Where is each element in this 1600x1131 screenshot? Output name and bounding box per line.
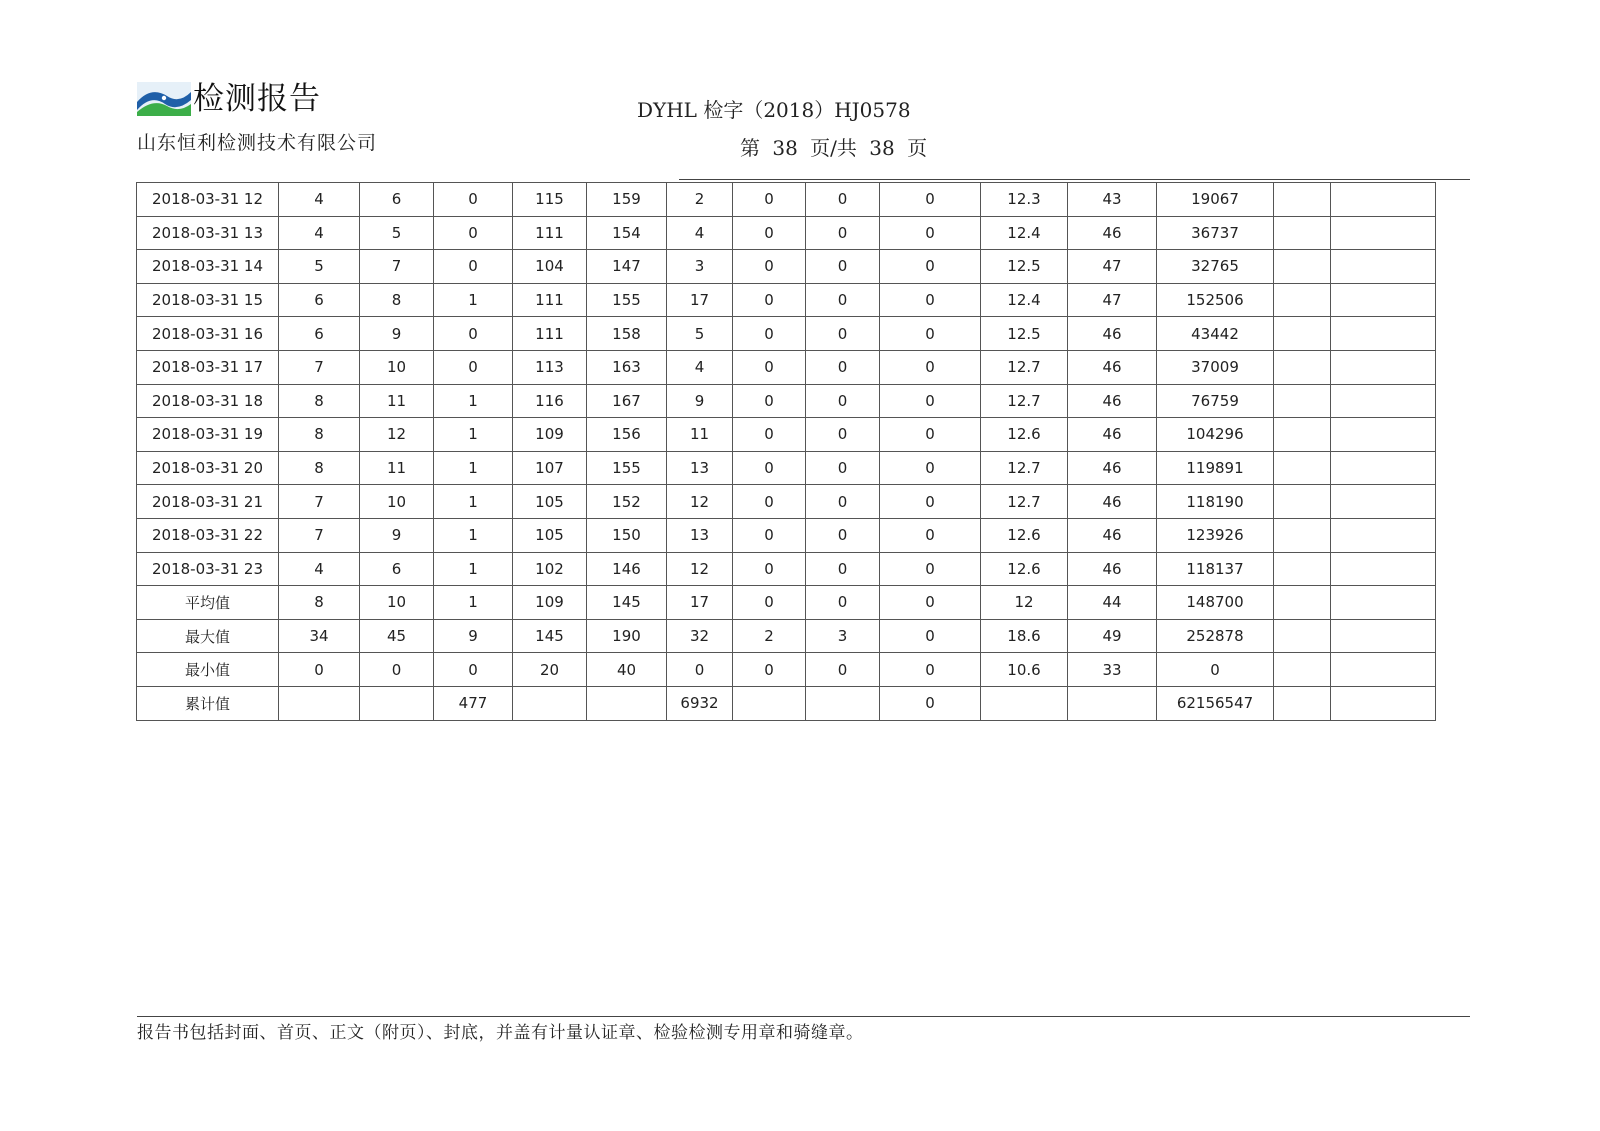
table-cell: 0 — [434, 216, 513, 250]
table-row — [137, 451, 1436, 485]
table-cell: 18.6 — [981, 619, 1068, 653]
footer-note: 报告书包括封面、首页、正文（附页）、封底，并盖有计量认证章、检验检测专用章和骑缝章。 — [137, 1023, 864, 1043]
table-row — [137, 216, 1436, 250]
row-label-cell: 2018-03-31 23 — [137, 552, 279, 586]
table-cell: 3 — [806, 619, 880, 653]
table-cell — [1274, 384, 1331, 418]
report-type-title: 检测报告 — [193, 80, 321, 117]
row-label-cell: 累计值 — [137, 686, 279, 720]
table-cell: 12.3 — [981, 183, 1068, 217]
table-cell: 12.7 — [981, 451, 1068, 485]
table-cell: 5 — [279, 250, 360, 284]
table-cell: 0 — [880, 283, 981, 317]
table-cell: 116 — [513, 384, 587, 418]
table-cell: 12 — [981, 586, 1068, 620]
table-cell: 46 — [1068, 485, 1157, 519]
table-cell: 105 — [513, 485, 587, 519]
table-cell: 0 — [806, 653, 880, 687]
table-cell: 34 — [279, 619, 360, 653]
table-cell: 0 — [806, 183, 880, 217]
row-label-cell: 最小值 — [137, 653, 279, 687]
table-cell: 10 — [360, 586, 434, 620]
table-cell: 0 — [733, 317, 806, 351]
table-cell: 156 — [587, 418, 667, 452]
table-row — [137, 552, 1436, 586]
table-cell: 0 — [733, 283, 806, 317]
table-cell — [1331, 283, 1436, 317]
table-cell: 0 — [880, 485, 981, 519]
table-cell: 12.6 — [981, 518, 1068, 552]
table-cell: 0 — [806, 586, 880, 620]
table-cell: 8 — [360, 283, 434, 317]
table-cell: 10 — [360, 350, 434, 384]
table-cell: 0 — [880, 250, 981, 284]
table-cell: 119891 — [1157, 451, 1274, 485]
table-cell: 105 — [513, 518, 587, 552]
table-cell: 9 — [667, 384, 733, 418]
table-cell: 7 — [279, 518, 360, 552]
table-row — [137, 250, 1436, 284]
table-cell — [587, 686, 667, 720]
table-cell — [1331, 586, 1436, 620]
table-cell: 0 — [806, 250, 880, 284]
table-cell: 10.6 — [981, 653, 1068, 687]
table-cell: 158 — [587, 317, 667, 351]
table-cell: 12.5 — [981, 250, 1068, 284]
report-header-logo — [137, 82, 321, 116]
table-cell: 46 — [1068, 317, 1157, 351]
table-cell: 4 — [667, 350, 733, 384]
table-cell: 111 — [513, 317, 587, 351]
table-cell: 155 — [587, 283, 667, 317]
table-cell — [1274, 485, 1331, 519]
table-cell — [1274, 451, 1331, 485]
table-cell: 0 — [1157, 653, 1274, 687]
table-cell: 159 — [587, 183, 667, 217]
table-cell: 1 — [434, 283, 513, 317]
row-label-cell: 2018-03-31 17 — [137, 350, 279, 384]
table-cell: 12.4 — [981, 216, 1068, 250]
table-cell: 0 — [880, 418, 981, 452]
table-cell: 118137 — [1157, 552, 1274, 586]
table-row — [137, 418, 1436, 452]
table-cell: 163 — [587, 350, 667, 384]
table-cell — [1274, 619, 1331, 653]
table-cell: 0 — [806, 552, 880, 586]
company-wave-logo-icon — [137, 82, 191, 116]
table-cell: 6 — [279, 317, 360, 351]
table-cell: 0 — [880, 653, 981, 687]
table-cell: 7 — [279, 350, 360, 384]
table-cell: 0 — [880, 183, 981, 217]
table-cell: 40 — [587, 653, 667, 687]
table-cell — [1274, 183, 1331, 217]
table-cell: 0 — [733, 250, 806, 284]
table-row — [137, 350, 1436, 384]
table-cell: 4 — [279, 216, 360, 250]
table-cell: 4 — [279, 552, 360, 586]
row-label-cell: 2018-03-31 12 — [137, 183, 279, 217]
table-cell — [981, 686, 1068, 720]
table-cell — [1274, 418, 1331, 452]
table-cell: 17 — [667, 283, 733, 317]
table-cell — [1331, 451, 1436, 485]
row-label-cell: 2018-03-31 21 — [137, 485, 279, 519]
table-cell: 32 — [667, 619, 733, 653]
table-row — [137, 183, 1436, 217]
table-row — [137, 586, 1436, 620]
table-cell: 12.6 — [981, 552, 1068, 586]
table-cell: 115 — [513, 183, 587, 217]
table-cell: 1 — [434, 552, 513, 586]
table-cell — [1331, 619, 1436, 653]
table-cell: 107 — [513, 451, 587, 485]
table-cell: 0 — [806, 350, 880, 384]
table-cell: 0 — [733, 485, 806, 519]
table-cell: 19067 — [1157, 183, 1274, 217]
table-cell: 12 — [360, 418, 434, 452]
table-cell: 145 — [513, 619, 587, 653]
table-cell — [1331, 350, 1436, 384]
table-cell: 20 — [513, 653, 587, 687]
table-cell: 0 — [434, 250, 513, 284]
table-cell: 0 — [806, 216, 880, 250]
table-cell: 0 — [733, 653, 806, 687]
table-cell: 46 — [1068, 418, 1157, 452]
table-cell: 0 — [806, 317, 880, 351]
table-cell: 6 — [360, 183, 434, 217]
table-cell — [806, 686, 880, 720]
table-cell: 1 — [434, 485, 513, 519]
table-cell: 5 — [667, 317, 733, 351]
table-cell — [1274, 216, 1331, 250]
table-cell: 7 — [360, 250, 434, 284]
table-cell: 104296 — [1157, 418, 1274, 452]
table-cell — [1331, 653, 1436, 687]
table-cell: 3 — [667, 250, 733, 284]
table-cell: 152 — [587, 485, 667, 519]
table-cell — [1274, 586, 1331, 620]
table-cell — [1331, 317, 1436, 351]
table-cell: 1 — [434, 518, 513, 552]
table-cell: 13 — [667, 451, 733, 485]
table-cell: 0 — [733, 552, 806, 586]
table-row — [137, 317, 1436, 351]
table-cell: 0 — [667, 653, 733, 687]
table-cell: 12.6 — [981, 418, 1068, 452]
table-cell: 477 — [434, 686, 513, 720]
table-cell: 43 — [1068, 183, 1157, 217]
table-cell — [1331, 686, 1436, 720]
table-cell: 152506 — [1157, 283, 1274, 317]
header-divider — [679, 179, 1470, 180]
table-cell: 0 — [733, 183, 806, 217]
table-cell — [1274, 653, 1331, 687]
table-cell: 146 — [587, 552, 667, 586]
table-cell: 49 — [1068, 619, 1157, 653]
table-row — [137, 283, 1436, 317]
table-cell: 0 — [360, 653, 434, 687]
table-cell: 0 — [806, 518, 880, 552]
table-cell: 118190 — [1157, 485, 1274, 519]
table-cell: 5 — [360, 216, 434, 250]
table-cell: 0 — [880, 586, 981, 620]
table-cell: 0 — [733, 216, 806, 250]
table-cell: 33 — [1068, 653, 1157, 687]
table-cell: 12.5 — [981, 317, 1068, 351]
table-cell: 9 — [360, 317, 434, 351]
table-row — [137, 485, 1436, 519]
table-cell: 0 — [434, 317, 513, 351]
row-label-cell: 2018-03-31 18 — [137, 384, 279, 418]
table-cell: 150 — [587, 518, 667, 552]
table-cell: 12.7 — [981, 384, 1068, 418]
table-cell: 6 — [360, 552, 434, 586]
table-cell: 47 — [1068, 250, 1157, 284]
table-cell: 0 — [806, 451, 880, 485]
table-cell: 0 — [733, 384, 806, 418]
table-cell: 147 — [587, 250, 667, 284]
table-cell: 111 — [513, 216, 587, 250]
table-cell: 46 — [1068, 384, 1157, 418]
table-cell: 36737 — [1157, 216, 1274, 250]
table-cell: 0 — [733, 451, 806, 485]
table-cell: 0 — [279, 653, 360, 687]
table-cell: 45 — [360, 619, 434, 653]
table-cell — [1331, 183, 1436, 217]
table-cell: 0 — [434, 183, 513, 217]
table-cell: 7 — [279, 485, 360, 519]
row-label-cell: 2018-03-31 13 — [137, 216, 279, 250]
table-cell: 0 — [880, 384, 981, 418]
footer-divider — [137, 1016, 1470, 1017]
row-label-cell: 2018-03-31 15 — [137, 283, 279, 317]
table-cell — [733, 686, 806, 720]
table-cell: 252878 — [1157, 619, 1274, 653]
table-cell: 6932 — [667, 686, 733, 720]
row-label-cell: 平均值 — [137, 586, 279, 620]
table-cell: 46 — [1068, 350, 1157, 384]
row-label-cell: 2018-03-31 14 — [137, 250, 279, 284]
table-cell: 145 — [587, 586, 667, 620]
table-row — [137, 686, 1436, 720]
table-cell: 43442 — [1157, 317, 1274, 351]
table-cell: 47 — [1068, 283, 1157, 317]
table-cell — [1068, 686, 1157, 720]
row-label-cell: 2018-03-31 16 — [137, 317, 279, 351]
table-cell: 46 — [1068, 518, 1157, 552]
table-cell — [1274, 250, 1331, 284]
table-cell: 0 — [880, 619, 981, 653]
company-name: 山东恒利检测技术有限公司 — [137, 132, 378, 154]
table-cell: 11 — [360, 451, 434, 485]
table-cell: 8 — [279, 384, 360, 418]
table-cell: 8 — [279, 451, 360, 485]
table-cell: 10 — [360, 485, 434, 519]
table-cell — [1274, 283, 1331, 317]
table-cell: 12 — [667, 552, 733, 586]
row-label-cell: 最大值 — [137, 619, 279, 653]
table-cell — [1274, 552, 1331, 586]
table-cell: 0 — [880, 317, 981, 351]
table-cell: 1 — [434, 418, 513, 452]
table-cell: 113 — [513, 350, 587, 384]
table-cell: 109 — [513, 418, 587, 452]
table-cell: 6 — [279, 283, 360, 317]
table-cell: 12.7 — [981, 485, 1068, 519]
table-cell: 62156547 — [1157, 686, 1274, 720]
table-cell: 0 — [733, 518, 806, 552]
table-cell: 0 — [880, 350, 981, 384]
table-cell — [1331, 384, 1436, 418]
table-row — [137, 384, 1436, 418]
table-cell: 12.7 — [981, 350, 1068, 384]
table-cell: 148700 — [1157, 586, 1274, 620]
table-cell: 4 — [667, 216, 733, 250]
monitoring-data-table — [136, 182, 1436, 721]
table-cell: 44 — [1068, 586, 1157, 620]
table-cell: 46 — [1068, 451, 1157, 485]
table-cell: 2 — [733, 619, 806, 653]
table-cell: 2 — [667, 183, 733, 217]
table-cell — [1331, 485, 1436, 519]
table-cell — [1331, 216, 1436, 250]
table-cell: 37009 — [1157, 350, 1274, 384]
table-cell: 12.4 — [981, 283, 1068, 317]
table-cell: 17 — [667, 586, 733, 620]
row-label-cell: 2018-03-31 22 — [137, 518, 279, 552]
table-cell: 0 — [880, 451, 981, 485]
table-cell: 4 — [279, 183, 360, 217]
table-cell: 0 — [880, 686, 981, 720]
table-cell: 11 — [360, 384, 434, 418]
table-cell — [1274, 317, 1331, 351]
table-cell: 8 — [279, 418, 360, 452]
table-cell: 0 — [880, 216, 981, 250]
table-cell: 13 — [667, 518, 733, 552]
table-cell: 8 — [279, 586, 360, 620]
table-cell — [1331, 250, 1436, 284]
table-cell — [279, 686, 360, 720]
table-cell: 155 — [587, 451, 667, 485]
table-cell: 123926 — [1157, 518, 1274, 552]
table-cell: 9 — [360, 518, 434, 552]
table-cell: 190 — [587, 619, 667, 653]
table-cell: 32765 — [1157, 250, 1274, 284]
table-cell: 1 — [434, 586, 513, 620]
table-cell: 167 — [587, 384, 667, 418]
table-cell: 0 — [733, 418, 806, 452]
table-cell: 11 — [667, 418, 733, 452]
table-cell: 0 — [806, 485, 880, 519]
table-cell — [360, 686, 434, 720]
table-row — [137, 619, 1436, 653]
row-label-cell: 2018-03-31 19 — [137, 418, 279, 452]
table-row — [137, 653, 1436, 687]
row-label-cell: 2018-03-31 20 — [137, 451, 279, 485]
table-cell — [1274, 350, 1331, 384]
document-code: DYHL 检字（2018）HJ0578 — [637, 98, 911, 122]
table-cell: 1 — [434, 451, 513, 485]
table-cell: 0 — [880, 552, 981, 586]
table-cell — [1274, 686, 1331, 720]
table-cell: 0 — [880, 518, 981, 552]
table-cell: 109 — [513, 586, 587, 620]
table-cell: 111 — [513, 283, 587, 317]
table-cell: 0 — [733, 350, 806, 384]
table-row — [137, 518, 1436, 552]
table-cell — [1331, 518, 1436, 552]
table-cell: 104 — [513, 250, 587, 284]
table-cell — [513, 686, 587, 720]
table-cell — [1274, 518, 1331, 552]
table-cell — [1331, 552, 1436, 586]
table-cell — [1331, 418, 1436, 452]
table-cell: 102 — [513, 552, 587, 586]
table-cell: 154 — [587, 216, 667, 250]
table-cell: 12 — [667, 485, 733, 519]
table-cell: 0 — [733, 586, 806, 620]
table-cell: 0 — [806, 384, 880, 418]
table-cell: 9 — [434, 619, 513, 653]
table-cell: 76759 — [1157, 384, 1274, 418]
table-cell: 0 — [434, 653, 513, 687]
table-cell: 1 — [434, 384, 513, 418]
table-cell: 0 — [806, 283, 880, 317]
table-cell: 46 — [1068, 216, 1157, 250]
table-cell: 46 — [1068, 552, 1157, 586]
table-cell: 0 — [434, 350, 513, 384]
table-cell: 0 — [806, 418, 880, 452]
page-number: 第 38 页/共 38 页 — [740, 136, 928, 160]
